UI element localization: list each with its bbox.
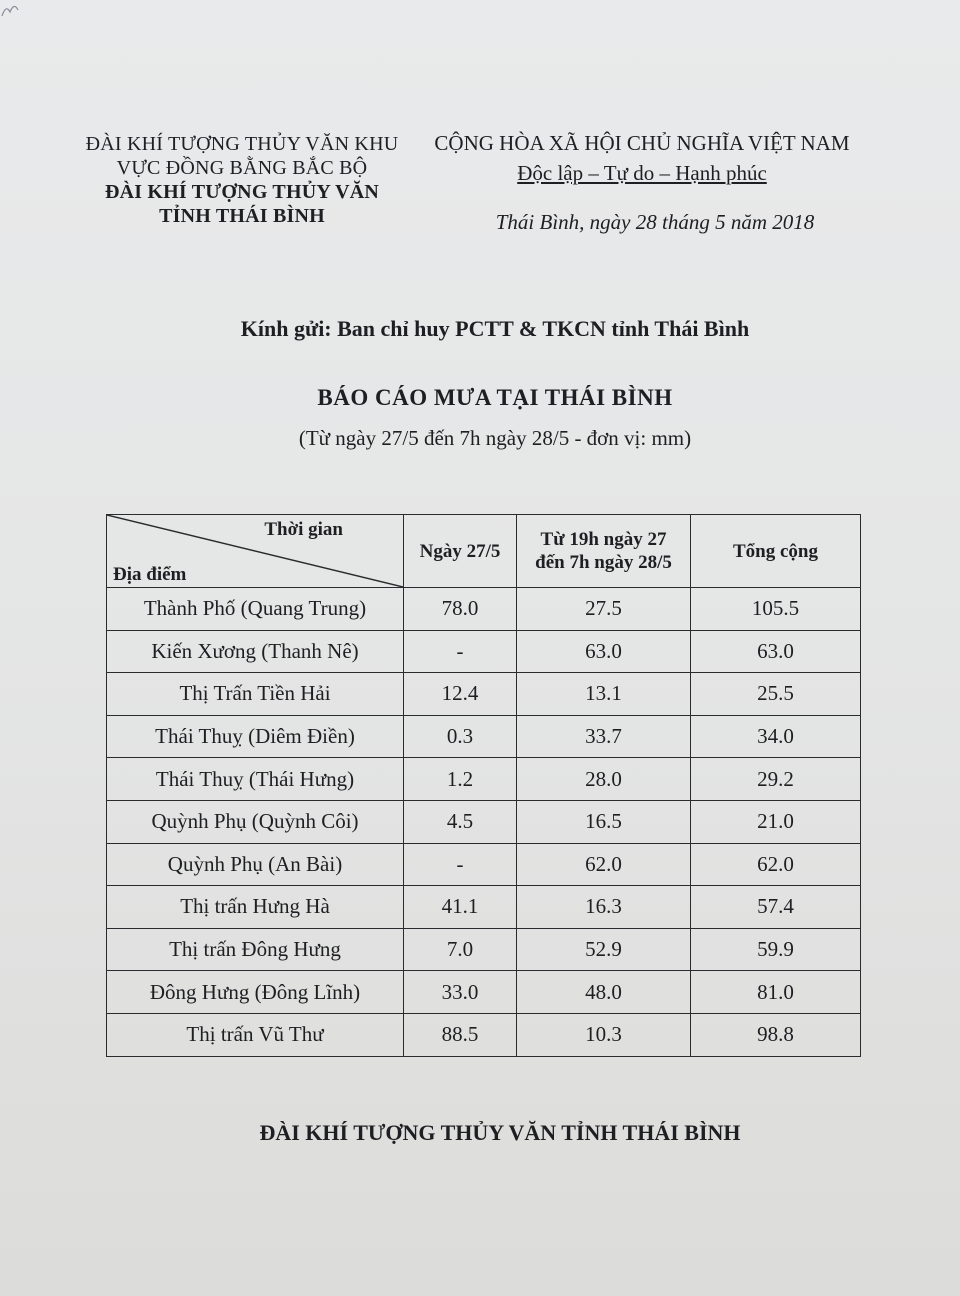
signing-organization: ĐÀI KHÍ TƯỢNG THỦY VĂN TỈNH THÁI BÌNH [259, 1120, 741, 1145]
header-night [517, 515, 691, 588]
place-cell: Quỳnh Phụ (An Bài) [107, 843, 404, 886]
day-cell: 41.1 [404, 886, 517, 929]
day-cell: 0.3 [404, 715, 517, 758]
night-cell: 33.7 [517, 715, 691, 758]
table-row [107, 928, 861, 971]
table-row [107, 588, 861, 631]
place-cell: Đông Hưng (Đông Lĩnh) [107, 971, 404, 1014]
day-cell: 12.4 [404, 673, 517, 716]
recipient-line: Kính gửi: Ban chỉ huy PCTT & TKCN tỉnh Thái Bình [240, 316, 750, 341]
day-cell: 1.2 [404, 758, 517, 801]
table-row [107, 886, 861, 929]
place-cell: Quỳnh Phụ (Quỳnh Côi) [107, 800, 404, 843]
table-row [107, 758, 861, 801]
agency-line-3: ĐÀI KHÍ TƯỢNG THỦY VĂN [104, 181, 380, 203]
national-header-block [418, 128, 866, 188]
total-cell: 105.5 [691, 588, 861, 631]
total-cell: 81.0 [691, 971, 861, 1014]
day-cell: 78.0 [404, 588, 517, 631]
place-cell: Thái Thuỵ (Thái Hưng) [107, 758, 404, 801]
place-cell: Thị trấn Vũ Thư [107, 1013, 404, 1056]
corner-time-label: Thời gian [264, 519, 343, 540]
handwritten-mark [0, 0, 30, 18]
table-row [107, 715, 861, 758]
corner-place-label: Địa điểm [113, 564, 187, 585]
total-cell: 62.0 [691, 843, 861, 886]
corner-header-cell [107, 515, 404, 588]
table-row [107, 843, 861, 886]
total-cell: 98.8 [691, 1013, 861, 1056]
total-cell: 25.5 [691, 673, 861, 716]
day-cell: 33.0 [404, 971, 517, 1014]
total-cell: 34.0 [691, 715, 861, 758]
night-cell: 16.3 [517, 886, 691, 929]
place-cell: Thành Phố (Quang Trung) [107, 588, 404, 631]
issuing-agency-block [72, 132, 412, 228]
day-cell: 88.5 [404, 1013, 517, 1056]
night-cell: 28.0 [517, 758, 691, 801]
agency-line-1: ĐÀI KHÍ TƯỢNG THỦY VĂN KHU [85, 133, 399, 155]
place-cell: Thái Thuỵ (Diêm Điền) [107, 715, 404, 758]
day-cell: 7.0 [404, 928, 517, 971]
national-title: CỘNG HÒA XÃ HỘI CHỦ NGHĨA VIỆT NAM [434, 131, 850, 155]
header-night-line-2: đến 7h ngày 28/5 [535, 552, 672, 573]
night-cell: 48.0 [517, 971, 691, 1014]
place-cell: Thị trấn Đông Hưng [107, 928, 404, 971]
table-row [107, 673, 861, 716]
night-cell: 62.0 [517, 843, 691, 886]
header-total: Tổng cộng [691, 515, 861, 588]
agency-line-4: TỈNH THÁI BÌNH [159, 205, 325, 227]
place-cell: Thị trấn Hưng Hà [107, 886, 404, 929]
national-motto: Độc lập – Tự do – Hạnh phúc [517, 161, 767, 185]
total-cell: 29.2 [691, 758, 861, 801]
night-cell: 13.1 [517, 673, 691, 716]
rainfall-table [106, 514, 861, 1057]
night-cell: 16.5 [517, 800, 691, 843]
day-cell: - [404, 843, 517, 886]
total-cell: 63.0 [691, 630, 861, 673]
table-row [107, 1013, 861, 1056]
day-cell: 4.5 [404, 800, 517, 843]
table-row [107, 630, 861, 673]
report-subtitle: (Từ ngày 27/5 đến 7h ngày 28/5 - đơn vị: mm) [298, 426, 692, 450]
place-cell: Kiến Xương (Thanh Nê) [107, 630, 404, 673]
day-cell: - [404, 630, 517, 673]
night-cell: 63.0 [517, 630, 691, 673]
total-cell: 57.4 [691, 886, 861, 929]
table-row [107, 971, 861, 1014]
night-cell: 27.5 [517, 588, 691, 631]
night-cell: 10.3 [517, 1013, 691, 1056]
night-cell: 52.9 [517, 928, 691, 971]
agency-line-2: VỰC ĐỒNG BẰNG BẮC BỘ [116, 157, 368, 179]
header-night-line-1: Từ 19h ngày 27 [540, 529, 667, 550]
total-cell: 59.9 [691, 928, 861, 971]
table-header-row [107, 515, 861, 588]
header-day: Ngày 27/5 [404, 515, 517, 588]
place-cell: Thị Trấn Tiền Hải [107, 673, 404, 716]
report-title: BÁO CÁO MƯA TẠI THÁI BÌNH [317, 385, 673, 410]
document-date: Thái Bình, ngày 28 tháng 5 năm 2018 [495, 210, 815, 234]
table-row [107, 800, 861, 843]
total-cell: 21.0 [691, 800, 861, 843]
